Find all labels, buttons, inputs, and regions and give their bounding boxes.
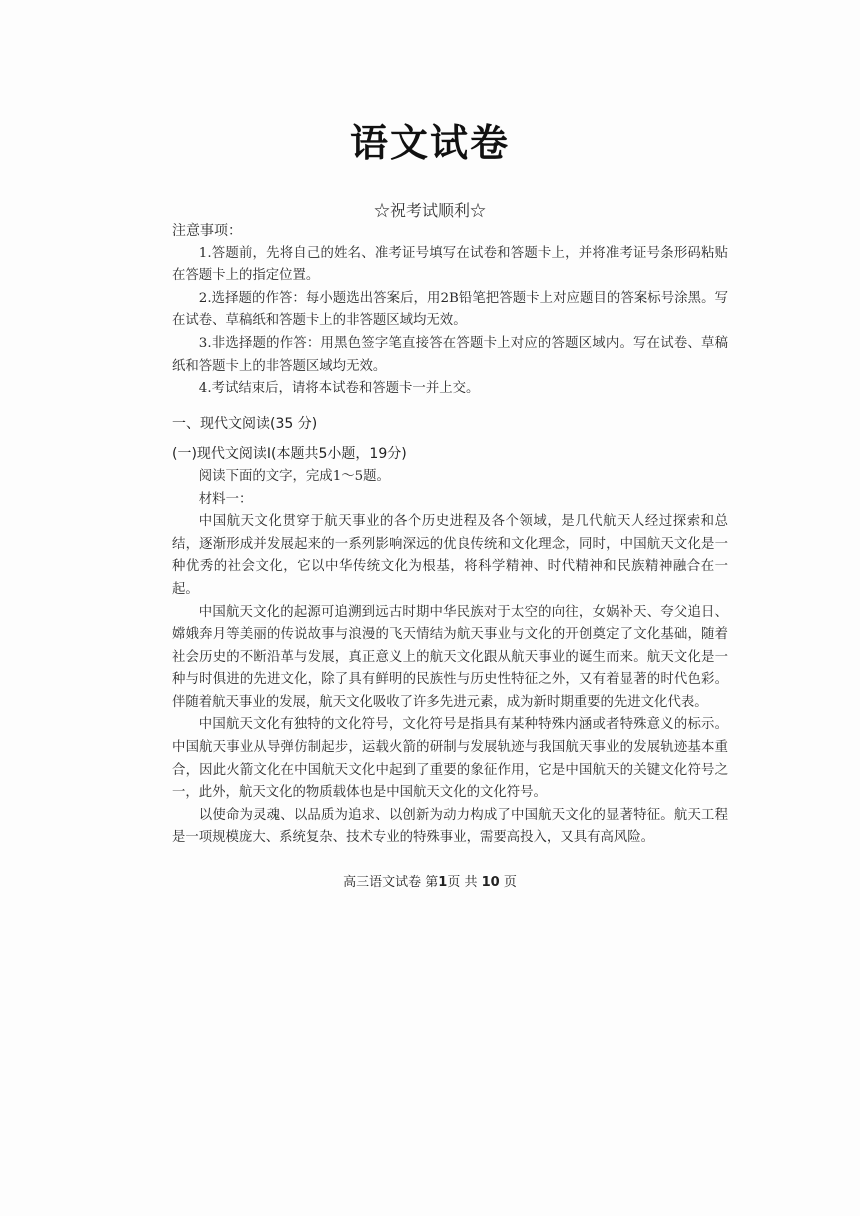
footer-suffix: 页 xyxy=(503,875,517,890)
reading-instruction: 阅读下面的文字，完成1～5题。 xyxy=(198,468,390,484)
footer-page-number: 1 xyxy=(438,875,448,890)
notice-heading: 注意事项： xyxy=(172,223,242,239)
footer-total-pages: 10 xyxy=(481,875,500,890)
material-paragraph-3: 中国航天文化有独特的文化符号，文化符号是指具有某种特殊内涵或者特殊意义的标示。中国航天事业从导弹仿制起步，运载火箭的研制与发展轨迹与我国航天事业的发展轨迹基本重合，因此火箭文化在中国航天文化中起到了重要的象征作用，它是中国航天的关键文化符号之一，此外，航天文化的物质载体也是中国航天文化的文化符号。 xyxy=(172,717,728,801)
notice-item-2: 2.选择题的作答：每小题选出答案后，用2B铅笔把答题卡上对应题目的答案标号涂黑。写在试卷、草稿纸和答题卡上的非答题区域均无效。 xyxy=(172,290,728,329)
spacer xyxy=(172,401,728,413)
subsection-heading: (一)现代文阅读Ⅰ(本题共5小题，19分) xyxy=(172,446,407,463)
material-paragraph-4: 以使命为灵魂、以品质为追求、以创新为动力构成了中国航天文化的显著特征。航天工程是一项规模庞大、系统复杂、技术专业的特殊事业，需要高投入，又具有高风险。 xyxy=(172,807,728,846)
footer-middle: 页 共 xyxy=(447,875,478,890)
exam-content xyxy=(172,220,728,850)
notice-item-4: 4.考试结束后，请将本试卷和答题卡一并上交。 xyxy=(198,381,480,397)
page-footer xyxy=(0,871,860,890)
material-paragraph-2: 中国航天文化的起源可追溯到远古时期中华民族对于太空的向往，女娲补天、夸父追日、嫦娥奔月等美丽的传说故事与浪漫的飞天情结为航天事业与文化的开创奠定了文化基础，随着社会历史的不断沿革与发展，真正意义上的航天文化跟从航天事业的诞生而来。航天文化是一种与时俱进的先进文化，除了具有鲜明的民族性与历史性特征之外，又有着显著的时代色彩。伴随着航天事业的发展，航天文化吸收了许多先进元素，成为新时期重要的先进文化代表。 xyxy=(172,604,728,710)
blessing-line: ☆祝考试顺利☆ xyxy=(373,201,486,220)
notice-item-1: 1.答题前，先将自己的姓名、准考证号填写在试卷和答题卡上，并将准考证号条形码粘贴在答题卡上的指定位置。 xyxy=(172,245,728,284)
material-label: 材料一： xyxy=(198,491,253,507)
spacer xyxy=(172,435,728,443)
notice-item-3: 3.非选择题的作答：用黑色签字笔直接答在答题卡上对应的答题区域内。写在试卷、草稿纸和答题卡上的非答题区域均无效。 xyxy=(172,335,728,374)
page-title: 语文试卷 xyxy=(349,121,510,165)
footer-prefix: 高三语文试卷 第 xyxy=(343,875,439,890)
section-heading: 一、现代文阅读(35 分) xyxy=(172,415,318,432)
material-paragraph-1: 中国航天文化贯穿于航天事业的各个历史进程及各个领域，是几代航天人经过探索和总结，逐渐形成并发展起来的一系列影响深远的优良传统和文化理念，同时，中国航天文化是一种优秀的社会文化，它以中华传统文化为根基，将科学精神、时代精神和民族精神融合在一起。 xyxy=(172,514,728,597)
